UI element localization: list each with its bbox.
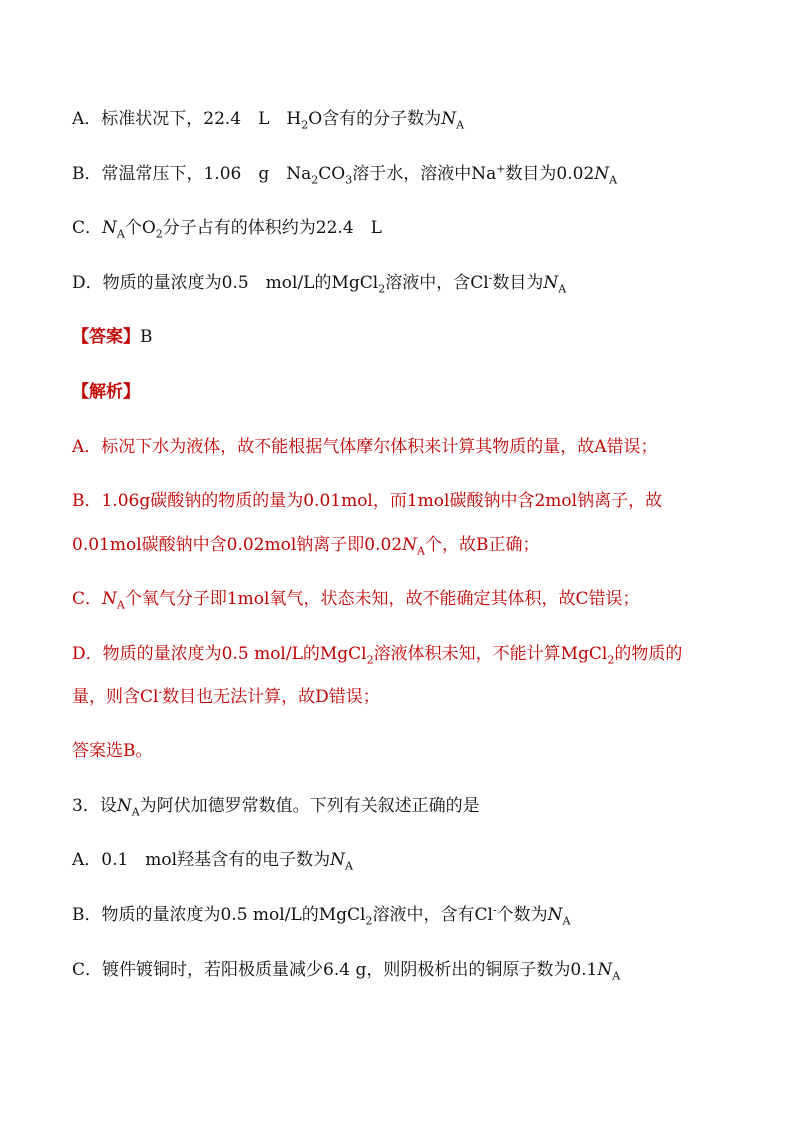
question-3-option-b: B．物质的量浓度为0.5 mol/L的MgCl$_2$溶液中，含有Cl-个数为$N_A$ (72, 903, 571, 928)
question-3-option-c: C．镀件镀铜时，若阳极质量减少6.4 g，则阴极析出的铜原子数为$0.1N_A$ (72, 960, 621, 983)
conclusion: 答案选B。 (72, 741, 153, 761)
analysis-d-line2: 量，则含Cl-数目也无法计算，故D错误； (72, 685, 380, 707)
analysis-label: 【解析】 (72, 382, 140, 402)
option-a: A．标准状况下，22.4 L $H_2O$含有的分子数为$N_A$ (72, 109, 465, 132)
question-3-option-a: A．0.1 mol羟基含有的电子数为$N_A$ (72, 850, 353, 873)
option-b: B．常温常压下，1.06 g $Na_2CO_3$溶于水，溶液中Na+数目为$0.02N_A$ (72, 162, 618, 187)
answer-value: B (140, 327, 153, 347)
answer-line (72, 326, 754, 348)
answer-label: 【答案】 (72, 327, 140, 347)
analysis-a: A．标况下水为液体，故不能根据气体摩尔体积来计算其物质的量，故A错误； (72, 437, 658, 457)
analysis-b-line2: 0.01mol碳酸钠中含0.02mol钠离子即$0.02N_A$个，故B正确； (72, 535, 540, 558)
question-3-stem: 3．设$N_A$为阿伏加德罗常数值。下列有关叙述正确的是 (72, 796, 480, 819)
option-c: C．$N_A$个$O_2$分子占有的体积约为22.4 L (72, 218, 382, 241)
analysis-c: C．$N_A$个氧气分子即1mol氧气，状态未知，故不能确定其体积，故C错误； (72, 589, 640, 612)
option-d: D．物质的量浓度为0.5 mol/L的MgCl$_2$溶液中，含Cl-数目为$N_A$ (72, 271, 567, 296)
analysis-d-line1: D．物质的量浓度为0.5 mol/L的MgCl$_2$溶液体积未知，不能计算MgCl$_2$的物质的 (72, 644, 683, 667)
analysis-b-line1: B．1.06g碳酸钠的物质的量为0.01mol，而1mol碳酸钠中含2mol钠离子，故 (72, 491, 663, 511)
